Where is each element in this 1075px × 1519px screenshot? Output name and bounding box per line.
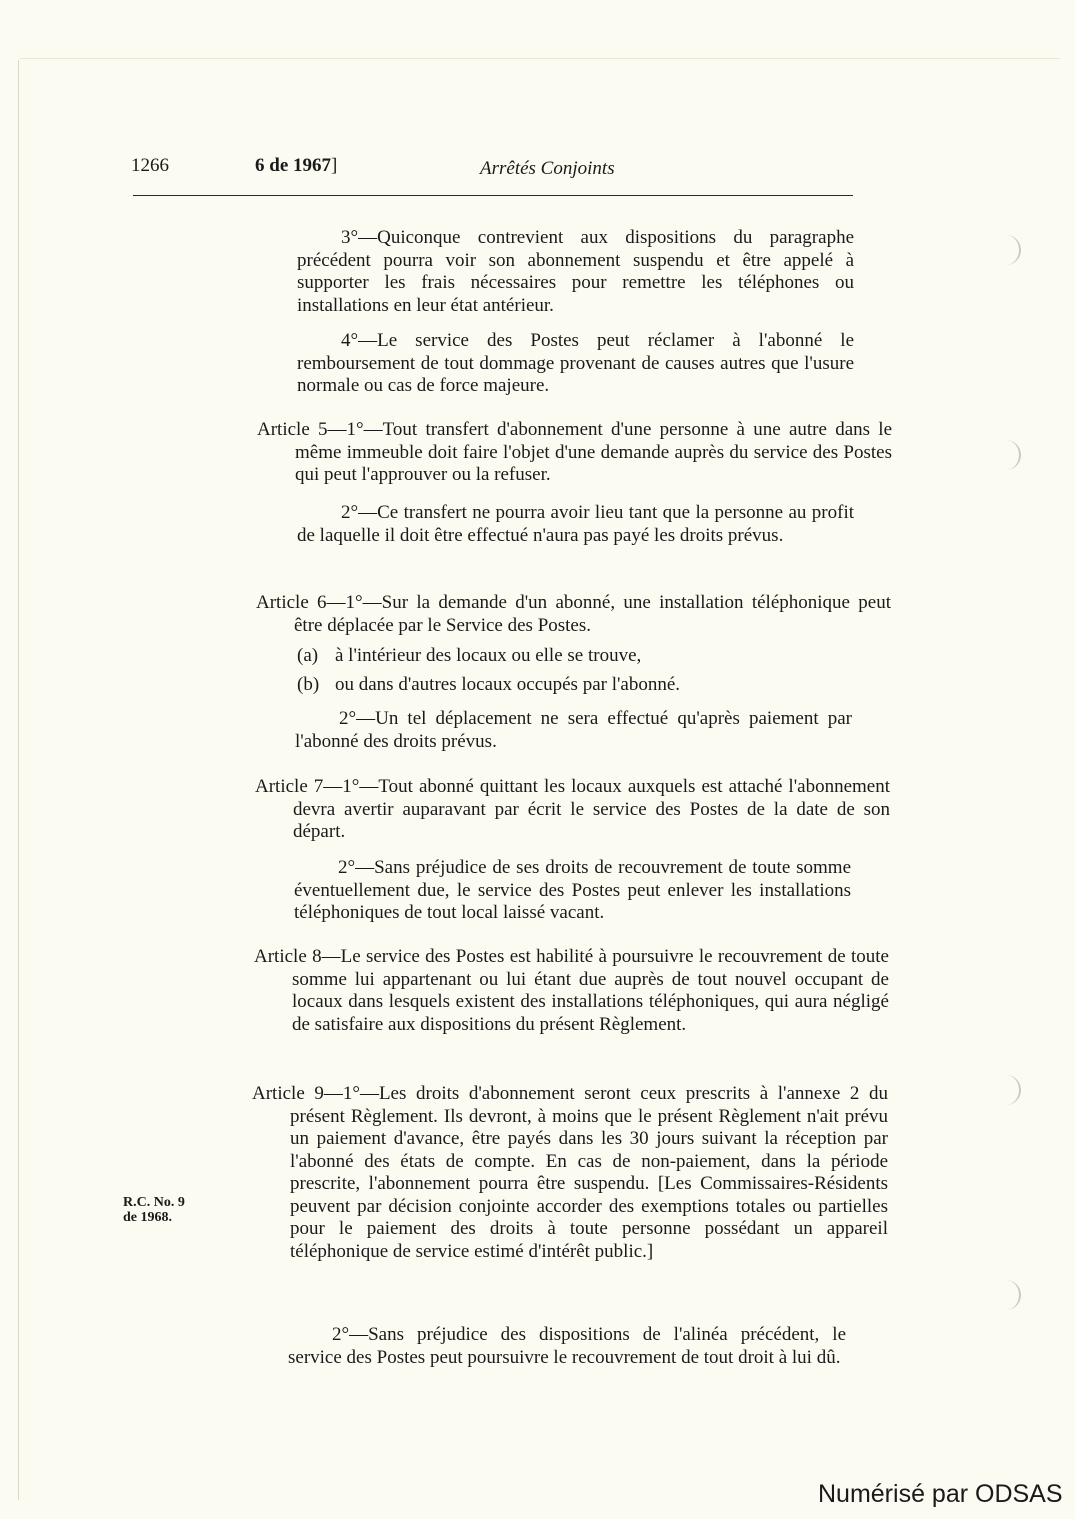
- item-text: à l'intérieur des locaux ou elle se trouve,: [335, 645, 642, 666]
- article-5-1: Article 5—1°—Tout transfert d'abonnement d'une personne à une autre dans le même immeuble doit faire l'objet d'une demande auprès du service des Postes qui peut l'approuver ou la refuser.: [257, 419, 892, 485]
- article-7-1: Article 7—1°—Tout abonné quittant les locaux auxquels est attaché l'abonnement devra avertir auparavant par écrit le service des Postes de la date de son départ.: [255, 776, 890, 842]
- article-6-item-b: [297, 674, 854, 697]
- article-9-2: 2°—Sans préjudice des dispositions de l'alinéa précédent, le service des Postes peut poursuivre le recouvrement de tout droit à lui dû.: [288, 1324, 846, 1368]
- header-reference: [255, 155, 337, 177]
- article-6-1: Article 6—1°—Sur la demande d'un abonné, une installation téléphonique peut être déplacée par le Service des Postes.: [256, 592, 891, 636]
- header-bracket: ]: [331, 155, 338, 176]
- article-5-2: 2°—Ce transfert ne pourra avoir lieu tant que la personne au profit de laquelle il doit être effectué n'aura pas payé les droits prévus.: [297, 502, 854, 546]
- header-rule: [133, 195, 853, 196]
- article-8: Article 8—Le service des Postes est habilité à poursuivre le recouvrement de toute somme lui appartenant ou lui étant due auprès de tout nouvel occupant de locaux dans lesquels existent des installations téléphoniques, qui aura négligé de satisfaire aux dispositions du présent Règlement.: [254, 946, 889, 1035]
- scan-edge-top: [20, 58, 1060, 59]
- article-9-1: Article 9—1°—Les droits d'abonnement seront ceux prescrits à l'annexe 2 du présent Règlement. Ils devront, à moins que le présent Règlement n'ait prévu un paiement d'avance, être payés dans les 30 jours suivant la réception par l'abonné des états de compte. En cas de non-paiement, dans la période prescrite, l'abonnement pourra être suspendu. [Les Commissaires-Résidents peuvent par décision conjointe accorder des exemptions totales ou partielles pour le paiement des droits à toute personne possédant un appareil téléphonique de service estimé d'intérêt public.]: [252, 1083, 888, 1262]
- header-reference-text: 6 de 1967: [255, 155, 331, 176]
- page-title: Arrêtés Conjoints: [480, 158, 615, 179]
- page-number: 1266: [131, 155, 169, 176]
- scan-edge: [18, 60, 19, 1500]
- binder-hole: [995, 235, 1021, 265]
- paragraph-3: 3°—Quiconque contrevient aux dispositions du paragraphe précédent pourra voir son abonnement suspendu et être appelé à supporter les frais nécessaires pour remettre les téléphones ou installations en leur état antérieur.: [297, 227, 854, 316]
- article-6-2: 2°—Un tel déplacement ne sera effectué qu'après paiement par l'abonné des droits prévus.: [295, 708, 852, 752]
- article-7-2: 2°—Sans préjudice de ses droits de recouvrement de toute somme éventuellement due, le service des Postes peut enlever les installations téléphoniques de tout local laissé vacant.: [294, 857, 851, 923]
- item-text: ou dans d'autres locaux occupés par l'abonné.: [335, 674, 681, 695]
- margin-note: [123, 1195, 185, 1225]
- binder-hole: [995, 1075, 1021, 1105]
- item-label: (b): [297, 674, 320, 695]
- paragraph-4: 4°—Le service des Postes peut réclamer à l'abonné le remboursement de tout dommage provenant de causes autres que l'usure normale ou cas de force majeure.: [297, 330, 854, 396]
- item-label: (a): [297, 645, 319, 666]
- article-6-item-a: [297, 645, 854, 668]
- margin-note-line: de 1968.: [123, 1210, 172, 1225]
- binder-hole: [995, 1280, 1021, 1310]
- digitization-watermark: Numérisé par ODSAS: [818, 1480, 1063, 1508]
- margin-note-line: R.C. No. 9: [123, 1195, 185, 1210]
- binder-hole: [995, 440, 1021, 470]
